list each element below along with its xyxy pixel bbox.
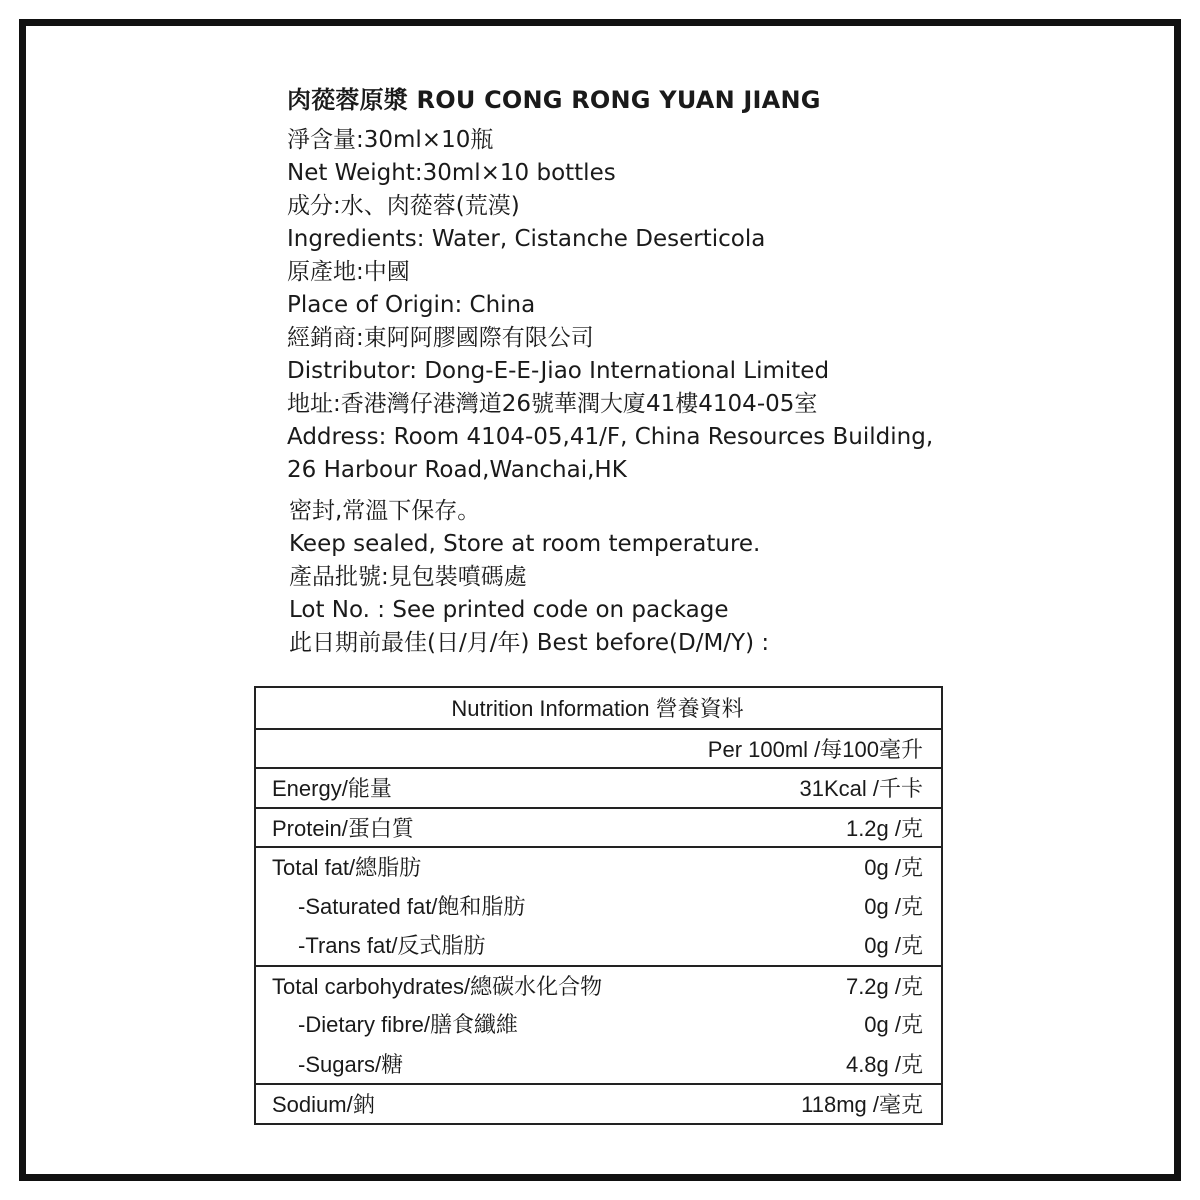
nutrient-value: 0g /克 [864,893,923,919]
ingredients-en: Ingredients: Water, Cistanche Deserticola [287,226,766,252]
nutrition-row-protein [256,807,941,847]
distributor-en: Distributor: Dong-E-E-Jiao International Limited [287,358,830,384]
nutrient-value: 0g /克 [864,1012,923,1038]
distributor-zh: 經銷商:東阿阿膠國際有限公司 [287,325,594,351]
nutrition-row-saturated-fat [256,886,941,926]
nutrient-value: 31Kcal /千卡 [799,776,923,802]
net-weight-zh: 淨含量:30ml×10瓶 [287,127,494,153]
nutrition-row-dietary-fibre [256,1004,941,1044]
product-title: 肉蓯蓉原漿 ROU CONG RONG YUAN JIANG [287,86,821,114]
origin-en: Place of Origin: China [287,292,536,318]
product-info [287,84,987,660]
nutrition-row-sugars [256,1044,941,1084]
nutrient-label: Total fat/總脂肪 [272,855,422,881]
net-weight-en: Net Weight:30ml×10 bottles [287,160,616,186]
ingredients-zh: 成分:水、肉蓯蓉(荒漠) [287,193,520,219]
nutrient-value: 118mg /毫克 [801,1092,923,1118]
storage-en: Keep sealed, Store at room temperature. [289,531,761,557]
nutrition-heading: Nutrition Information 營養資料 [451,696,744,722]
origin-zh: 原產地:中國 [287,259,410,285]
nutrition-row-energy [256,767,941,807]
lot-number-en: Lot No. : See printed code on package [289,597,729,623]
lot-number-zh: 產品批號:見包裝噴碼處 [289,564,527,590]
nutrition-row-sodium [256,1083,941,1123]
nutrient-label: Total carbohydrates/總碳水化合物 [272,973,603,999]
address-en-line1: Address: Room 4104-05,41/F, China Resources Building, [287,424,934,450]
nutrient-label: Sodium/鈉 [272,1092,375,1118]
nutrient-value: 4.8g /克 [845,1051,923,1077]
nutrition-table [254,686,943,1125]
nutrient-label: Energy/能量 [272,776,392,802]
storage-zh: 密封,常溫下保存。 [289,498,481,524]
address-zh: 地址:香港灣仔港灣道26號華潤大廈41樓4104-05室 [287,391,818,417]
address-en-line2: 26 Harbour Road,Wanchai,HK [287,457,627,483]
nutrition-heading-row [256,688,941,728]
nutrition-per-unit: Per 100ml /每100毫升 [707,736,923,762]
nutrient-value: 7.2g /克 [845,973,923,999]
nutrient-label: -Sugars/糖 [298,1051,404,1077]
nutrient-label: -Saturated fat/飽和脂肪 [298,893,526,919]
nutrient-value: 1.2g /克 [845,815,923,841]
nutrient-label: -Trans fat/反式脂肪 [298,933,486,959]
nutrition-row-total-fat [256,846,941,886]
nutrition-row-total-carbohydrates [256,965,941,1005]
nutrient-value: 0g /克 [864,933,923,959]
nutrient-value: 0g /克 [864,855,923,881]
nutrition-per-row [256,728,941,768]
best-before: 此日期前最佳(日/月/年) Best before(D/M/Y) : [289,630,770,656]
nutrient-label: -Dietary fibre/膳食纖維 [298,1012,519,1038]
nutrition-row-trans-fat [256,925,941,965]
nutrient-label: Protein/蛋白質 [272,815,414,841]
